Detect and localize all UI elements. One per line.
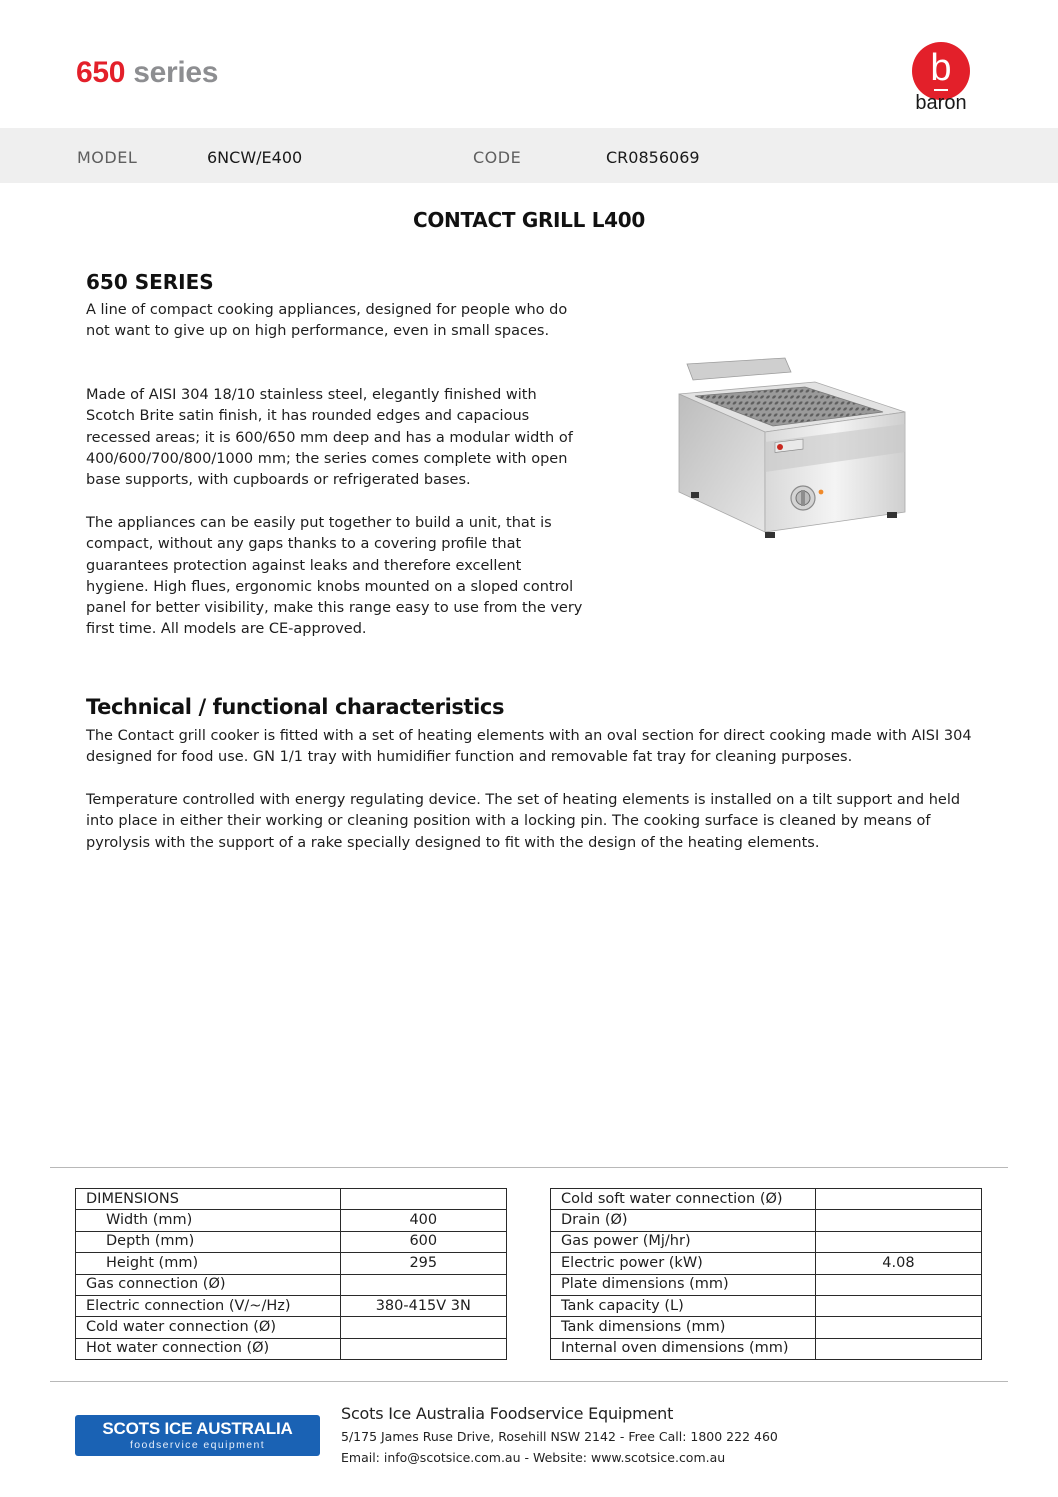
table-row (76, 1253, 507, 1274)
tech-heading: Technical / functional characteristics (86, 695, 505, 719)
spec-value: 400 (340, 1210, 506, 1231)
model-value: 6NCW/E400 (207, 148, 303, 167)
spec-label: Electric power (kW) (551, 1253, 816, 1274)
baron-logo (910, 42, 972, 114)
spec-value: 295 (340, 1253, 506, 1274)
spec-label: Tank capacity (L) (551, 1295, 816, 1316)
series-number: 650 (76, 56, 126, 89)
footer-company-name: Scots Ice Australia Foodservice Equipment (341, 1404, 674, 1423)
table-row (551, 1210, 982, 1231)
spec-value (815, 1295, 981, 1316)
spec-label: Cold soft water connection (Ø) (551, 1189, 816, 1210)
spec-label: Cold water connection (Ø) (76, 1317, 341, 1338)
code-label: CODE (473, 148, 522, 167)
table-row (551, 1317, 982, 1338)
series-paragraph-2: Made of AISI 304 18/10 stainless steel, elegantly finished with Scotch Brite satin finish, it has rounded edges and capacious recessed areas; it is 600/650 mm deep and has a modular width of 400/600/700/800/1000 mm; the series comes complete with open base supports, with cupboards or refrigerated bases. (86, 387, 573, 489)
series-title (76, 56, 218, 90)
model-info-bar (0, 128, 1058, 183)
baron-logo-underline (934, 89, 948, 91)
series-word: series (125, 56, 219, 89)
divider-top (50, 1167, 1008, 1168)
spec-value (815, 1274, 981, 1295)
scots-ice-logo-title: SCOTS ICE AUSTRALIA (102, 1419, 293, 1438)
spec-label: Hot water connection (Ø) (76, 1338, 341, 1359)
table-row (551, 1189, 982, 1210)
spec-label: Drain (Ø) (551, 1210, 816, 1231)
spec-label: Gas connection (Ø) (76, 1274, 341, 1295)
table-row (76, 1189, 507, 1210)
spec-value (340, 1189, 506, 1210)
spec-value (815, 1210, 981, 1231)
table-row (551, 1253, 982, 1274)
table-row (76, 1231, 507, 1252)
code-value: CR0856069 (606, 148, 700, 167)
tech-paragraph-2: Temperature controlled with energy regulating device. The set of heating elements is installed on a tilt support and held into place in either their working or cleaning position with a locking pin. The cooking surface is cleaned by means of pyrolysis with the support of a rake specially designed to fit with the design of the heating elements. (86, 792, 961, 851)
spec-value: 4.08 (815, 1253, 981, 1274)
spec-label: Height (mm) (76, 1253, 341, 1274)
table-row (76, 1338, 507, 1359)
product-title: CONTACT GRILL L400 (412, 208, 646, 232)
table-row (551, 1295, 982, 1316)
table-row (76, 1317, 507, 1338)
spec-table-left (75, 1188, 507, 1360)
spec-label: Tank dimensions (mm) (551, 1317, 816, 1338)
spec-label: Gas power (Mj/hr) (551, 1231, 816, 1252)
spec-label: Electric connection (V/~/Hz) (76, 1295, 341, 1316)
table-row (551, 1274, 982, 1295)
series-paragraph-3: The appliances can be easily put together to build a unit, that is compact, without any gaps thanks to a covering profile that guarantees protection against leaks and therefore excellent hygiene. High flues, ergonomic knobs mounted on a sloped control panel for better visibility, make this range easy to use from the very first time. All models are CE-approved. (86, 515, 583, 638)
divider-footer (50, 1381, 1008, 1382)
table-row (551, 1231, 982, 1252)
spec-value (815, 1338, 981, 1359)
series-heading: 650 SERIES (86, 270, 214, 294)
spec-label: DIMENSIONS (76, 1189, 341, 1210)
spec-value: 380-415V 3N (340, 1295, 506, 1316)
footer-contact[interactable]: Email: info@scotsice.com.au - Website: www.scotsice.com.au (341, 1450, 726, 1465)
spec-value (815, 1231, 981, 1252)
baron-logo-text: baron (915, 92, 967, 114)
scots-ice-logo (75, 1415, 320, 1456)
spec-value (815, 1189, 981, 1210)
spec-label: Plate dimensions (mm) (551, 1274, 816, 1295)
spec-label: Internal oven dimensions (mm) (551, 1338, 816, 1359)
table-row (76, 1295, 507, 1316)
spec-value: 600 (340, 1231, 506, 1252)
table-row (551, 1338, 982, 1359)
baron-logo-glyph: b (930, 47, 952, 89)
footer-address: 5/175 James Ruse Drive, Rosehill NSW 2142 - Free Call: 1800 222 460 (341, 1429, 778, 1444)
spec-value (340, 1274, 506, 1295)
spec-value (340, 1317, 506, 1338)
table-row (76, 1274, 507, 1295)
product-image (665, 352, 930, 547)
spec-label: Width (mm) (76, 1210, 341, 1231)
table-row (76, 1210, 507, 1231)
tech-paragraph-1: The Contact grill cooker is fitted with a set of heating elements with an oval section for direct cooking made with AISI 304 designed for food use. GN 1/1 tray with humidifier function and removable fat tray for cleaning purposes. (86, 728, 972, 766)
spec-value (340, 1338, 506, 1359)
spec-label: Depth (mm) (76, 1231, 341, 1252)
series-paragraph-1: A line of compact cooking appliances, designed for people who do not want to give up on high performance, even in small spaces. (86, 302, 568, 340)
scots-ice-logo-subtitle: foodservice equipment (129, 1439, 266, 1451)
spec-table-right (550, 1188, 982, 1360)
model-label: MODEL (77, 148, 138, 167)
spec-value (815, 1317, 981, 1338)
